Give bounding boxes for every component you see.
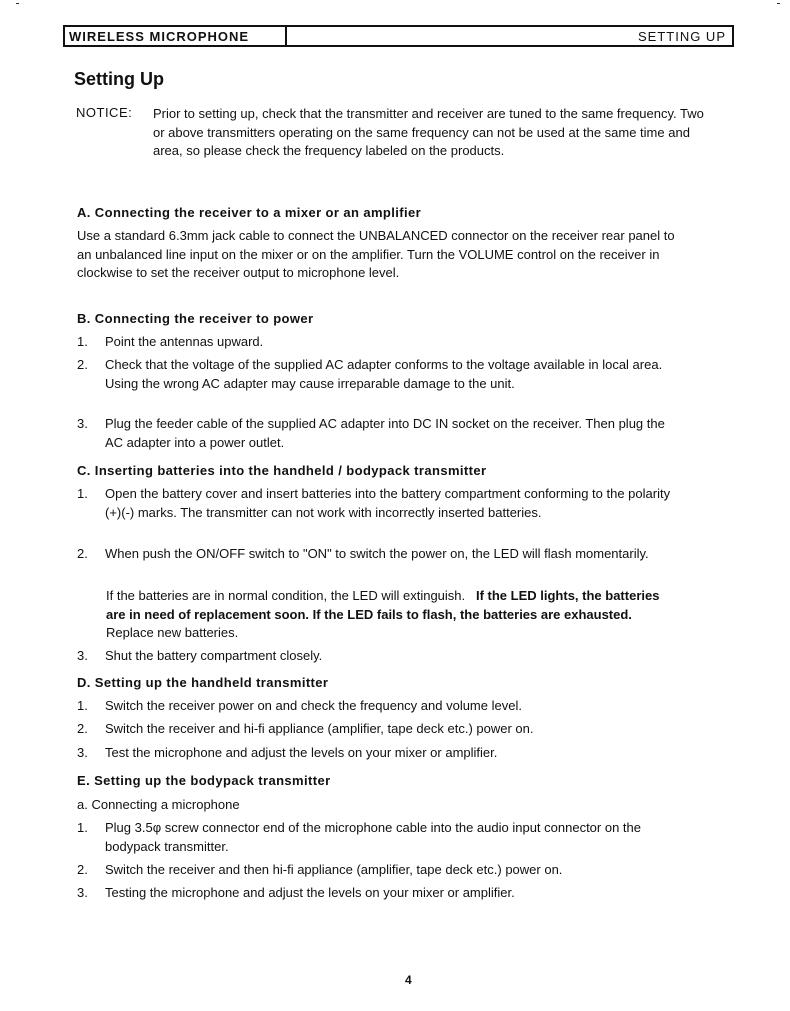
battery-note-normal: If the batteries are in normal condition, the LED will extinguish. — [106, 588, 466, 603]
header-section-title: SETTING UP — [637, 29, 726, 44]
list-text: Switch the receiver power on and check the frequency and volume level. — [105, 698, 522, 713]
list-number: 1. — [77, 698, 88, 713]
list-number: 3. — [77, 745, 88, 760]
list-text: Check that the voltage of the supplied AC adapter conforms to the voltage available in local area. Using the wrong AC adapter may cause irreparable damage to the unit. — [105, 357, 663, 391]
section-d-heading: D. Setting up the handheld transmitter — [77, 675, 329, 690]
section-b-heading: B. Connecting the receiver to power — [77, 311, 314, 326]
list-text: Point the antennas upward. — [105, 334, 264, 349]
list-number: 2. — [77, 546, 88, 561]
notice-label: NOTICE: — [76, 105, 133, 120]
section-a-heading: A. Connecting the receiver to a mixer or an amplifier — [77, 205, 422, 220]
list-number: 1. — [77, 820, 88, 835]
battery-status-note — [106, 587, 676, 643]
list-text: Switch the receiver and then hi-fi appliance (amplifier, tape deck etc.) power on. — [105, 862, 563, 877]
list-number: 3. — [77, 885, 88, 900]
list-text: Open the battery cover and insert batteries into the battery compartment conforming to the polarity (+)(-) marks. The transmitter can not work with incorrectly inserted batteries. — [105, 486, 671, 520]
list-number: 2. — [77, 357, 88, 372]
battery-note-warning: If the LED lights, the batteries are in need of replacement soon. If the LED fails to flash, the batteries are exhausted. — [106, 588, 660, 622]
list-number: 1. — [77, 486, 88, 501]
list-text: Plug the feeder cable of the supplied AC adapter into DC IN socket on the receiver. Then plug the AC adapter into a power outlet. — [105, 416, 665, 450]
scan-mark — [16, 3, 19, 4]
section-e-heading: E. Setting up the bodypack transmitter — [77, 773, 331, 788]
list-text: Plug 3.5φ screw connector end of the microphone cable into the audio input connector on the bodypack transmitter. — [105, 820, 641, 854]
list-text: Testing the microphone and adjust the levels on your mixer or amplifier. — [105, 885, 515, 900]
page-number: 4 — [405, 973, 412, 987]
page-header — [63, 25, 734, 47]
list-number: 3. — [77, 416, 88, 431]
scan-mark — [777, 3, 780, 4]
list-text: When push the ON/OFF switch to "ON" to switch the power on, the LED will flash momentarily. — [105, 546, 649, 561]
battery-note-end: Replace new batteries. — [106, 625, 239, 640]
list-text: Switch the receiver and hi-fi appliance (amplifier, tape deck etc.) power on. — [105, 721, 534, 736]
header-product-title: WIRELESS MICROPHONE — [65, 27, 287, 45]
section-a-text: Use a standard 6.3mm jack cable to connect the UNBALANCED connector on the receiver rear panel to an unbalanced line input on the mixer or on the amplifier. Turn the VOLUME control on the receiver in clockwise to set the receiver output to microphone level. — [77, 228, 675, 280]
list-text: Shut the battery compartment closely. — [105, 648, 323, 663]
list-text: Test the microphone and adjust the levels on your mixer or amplifier. — [105, 745, 498, 760]
list-number: 3. — [77, 648, 88, 663]
page-title: Setting Up — [74, 69, 164, 89]
section-c-heading: C. Inserting batteries into the handheld / bodypack transmitter — [77, 463, 487, 478]
list-number: 2. — [77, 721, 88, 736]
list-number: 2. — [77, 862, 88, 877]
list-number: 1. — [77, 334, 88, 349]
notice-text: Prior to setting up, check that the transmitter and receiver are tuned to the same frequency. Two or above transmitters operating on the same frequency can not be used at the same time and area, so please check the frequency labeled on the products. — [153, 106, 704, 158]
section-e-subheading: a. Connecting a microphone — [77, 797, 240, 812]
